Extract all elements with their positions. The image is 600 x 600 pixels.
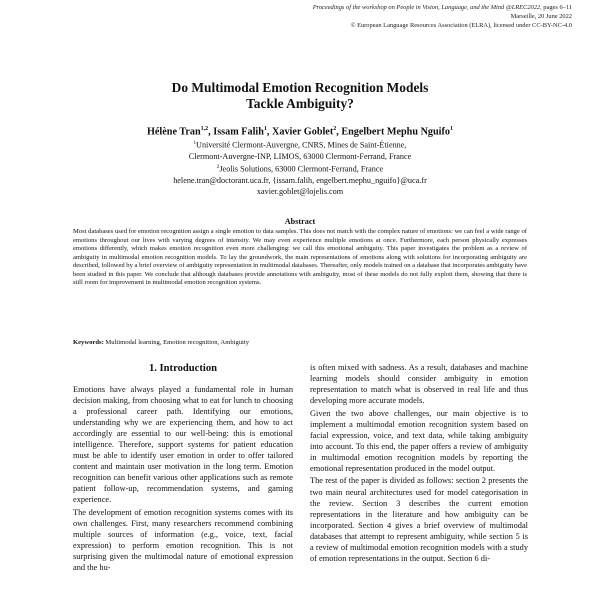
affiliation-1-line-1: Université Clermont-Auvergne, CNRS, Mines de Saint-Étienne, (196, 140, 407, 150)
left-column (73, 362, 293, 575)
keywords-text: Multimodal learning, Emotion recognition, Ambiguity (103, 339, 250, 346)
intro-paragraph-3: is often mixed with sadness. As a result, databases and machine learning models should consider ambiguity in emotion representation to match what is observed in real life and thus developing more accurate models. (310, 363, 528, 406)
section-heading-introduction: 1. Introduction (148, 363, 218, 374)
intro-paragraph-5: The rest of the paper is divided as follows: section 2 presents the two main neural architectures used for model categorisation in the review. Section 3 describes the current emotion representations in the literature and how ambiguity can be incorporated. Section 4 gives a brief overview of multimodal databases that attempt to represent ambiguity, while section 5 is a review of multimodal emotion recognition models with a study of emotion representations in the output. Section 6 di- (310, 476, 528, 563)
author-separator: , (336, 126, 342, 138)
affiliation-2: Jeolis Solutions, 63000 Clermont-Ferrand, France (219, 164, 384, 174)
author-separator: , (266, 126, 273, 138)
author-affil-mark: 2 (333, 126, 337, 132)
intro-paragraph-2: The development of emotion recognition systems comes with its own challenges. First, many researchers recommend combining multiple sources of information (e.g., voice, text, facial expression) to perform emotion recognition. This is not surprising given the multimodal nature of emotional expression and the hu- (73, 508, 293, 573)
paper-title (0, 80, 600, 112)
affiliations (0, 138, 600, 197)
intro-paragraph-1: Emotions have always played a fundamental role in human decision making, from choosing what to eat for lunch to choosing a professional career path. Identifying our emotions, understanding why we are experiencing them, and how to act accordingly are essential to our well-being: this is emotional intelligence. Therefore, support systems for patient education must be able to identify user emotion in order to offer tailored content and maintain user motivation in the long term. Emotion recognition can benefit various other applications such as remote patient follow-up, recommendation systems, and gaming experience. (73, 385, 293, 505)
author-affil-mark: 1,2 (200, 126, 209, 132)
author-emails: helene.tran@doctorant.uca.fr, {issam.falih, engelbert.mephu_nguifo}@uca.fr (173, 175, 427, 185)
keywords (73, 339, 527, 346)
abstract-heading: Abstract (284, 217, 316, 226)
title-line-1: Do Multimodal Emotion Recognition Models (171, 80, 429, 95)
author-list (0, 126, 600, 137)
header-location-date: Marseille, 20 June 2022 (510, 13, 572, 20)
keywords-label: Keywords: (73, 339, 104, 346)
author-affil-mark: 1 (263, 126, 267, 132)
affil-mark: 1 (193, 141, 197, 146)
header-license: © European Language Resources Association (ELRA), licensed under CC-BY-NC-4.0 (350, 22, 572, 29)
abstract-text: Most databases used for emotion recognition assign a single emotion to data samples. This does not match with the complex nature of emotions: we can feel a wide range of emotions throughout our lives with varying degrees of intensity. We may even experience multiple emotions at once. Furthermore, each person physically expresses emotions differently, which makes emotion recognition even more challenging: we call this emotional ambiguity. This paper investigates the problem as a review of ambiguity in multimodal emotion recognition models. To lay the groundwork, the main representations of emotions along with solutions for incorporating ambiguity are described, followed by a brief overview of ambiguity representation in multimodal databases. Thereafter, only models trained on a database that incorporates ambiguity have been studied in this paper. We conclude that although databases provide annotations with ambiguity, most of these models do not fully exploit them, showing that there is still room for improvement in multimodal emotion recognition systems. (73, 228, 527, 287)
intro-paragraph-4: Given the two above challenges, our main objective is to implement a multimodal emotion recognition system based on facial expression, voice, and text data, while taking ambiguity into account. To this end, the paper offers a review of ambiguity in multimodal emotion recognition models by reporting the emotional representation produced in the model output. (310, 408, 528, 473)
affiliation-1-line-2: Clermont-Auvergne-INP, LIMOS, 63000 Clermont-Ferrand, France (188, 151, 412, 161)
author-name: Hélène Tran (146, 126, 201, 138)
right-column (310, 362, 528, 565)
author-name: Issam Falih (213, 126, 264, 138)
author-name: Xavier Goblet (272, 126, 334, 138)
author-affil-mark: 1 (450, 126, 453, 132)
header-venue: Proceedings of the workshop on People in Vision, Language, and the Mind @LREC2022 (312, 4, 541, 11)
author-email-2: xavier.goblet@lojelis.com (256, 186, 344, 196)
author-separator: , (208, 126, 214, 138)
proceedings-header (152, 3, 572, 30)
affil-mark: 2 (216, 164, 220, 170)
title-line-2: Tackle Ambiguity? (246, 96, 354, 111)
header-pages: , pages 6–11 (540, 4, 572, 11)
author-name: Engelbert Mephu Nguifo (341, 126, 450, 138)
